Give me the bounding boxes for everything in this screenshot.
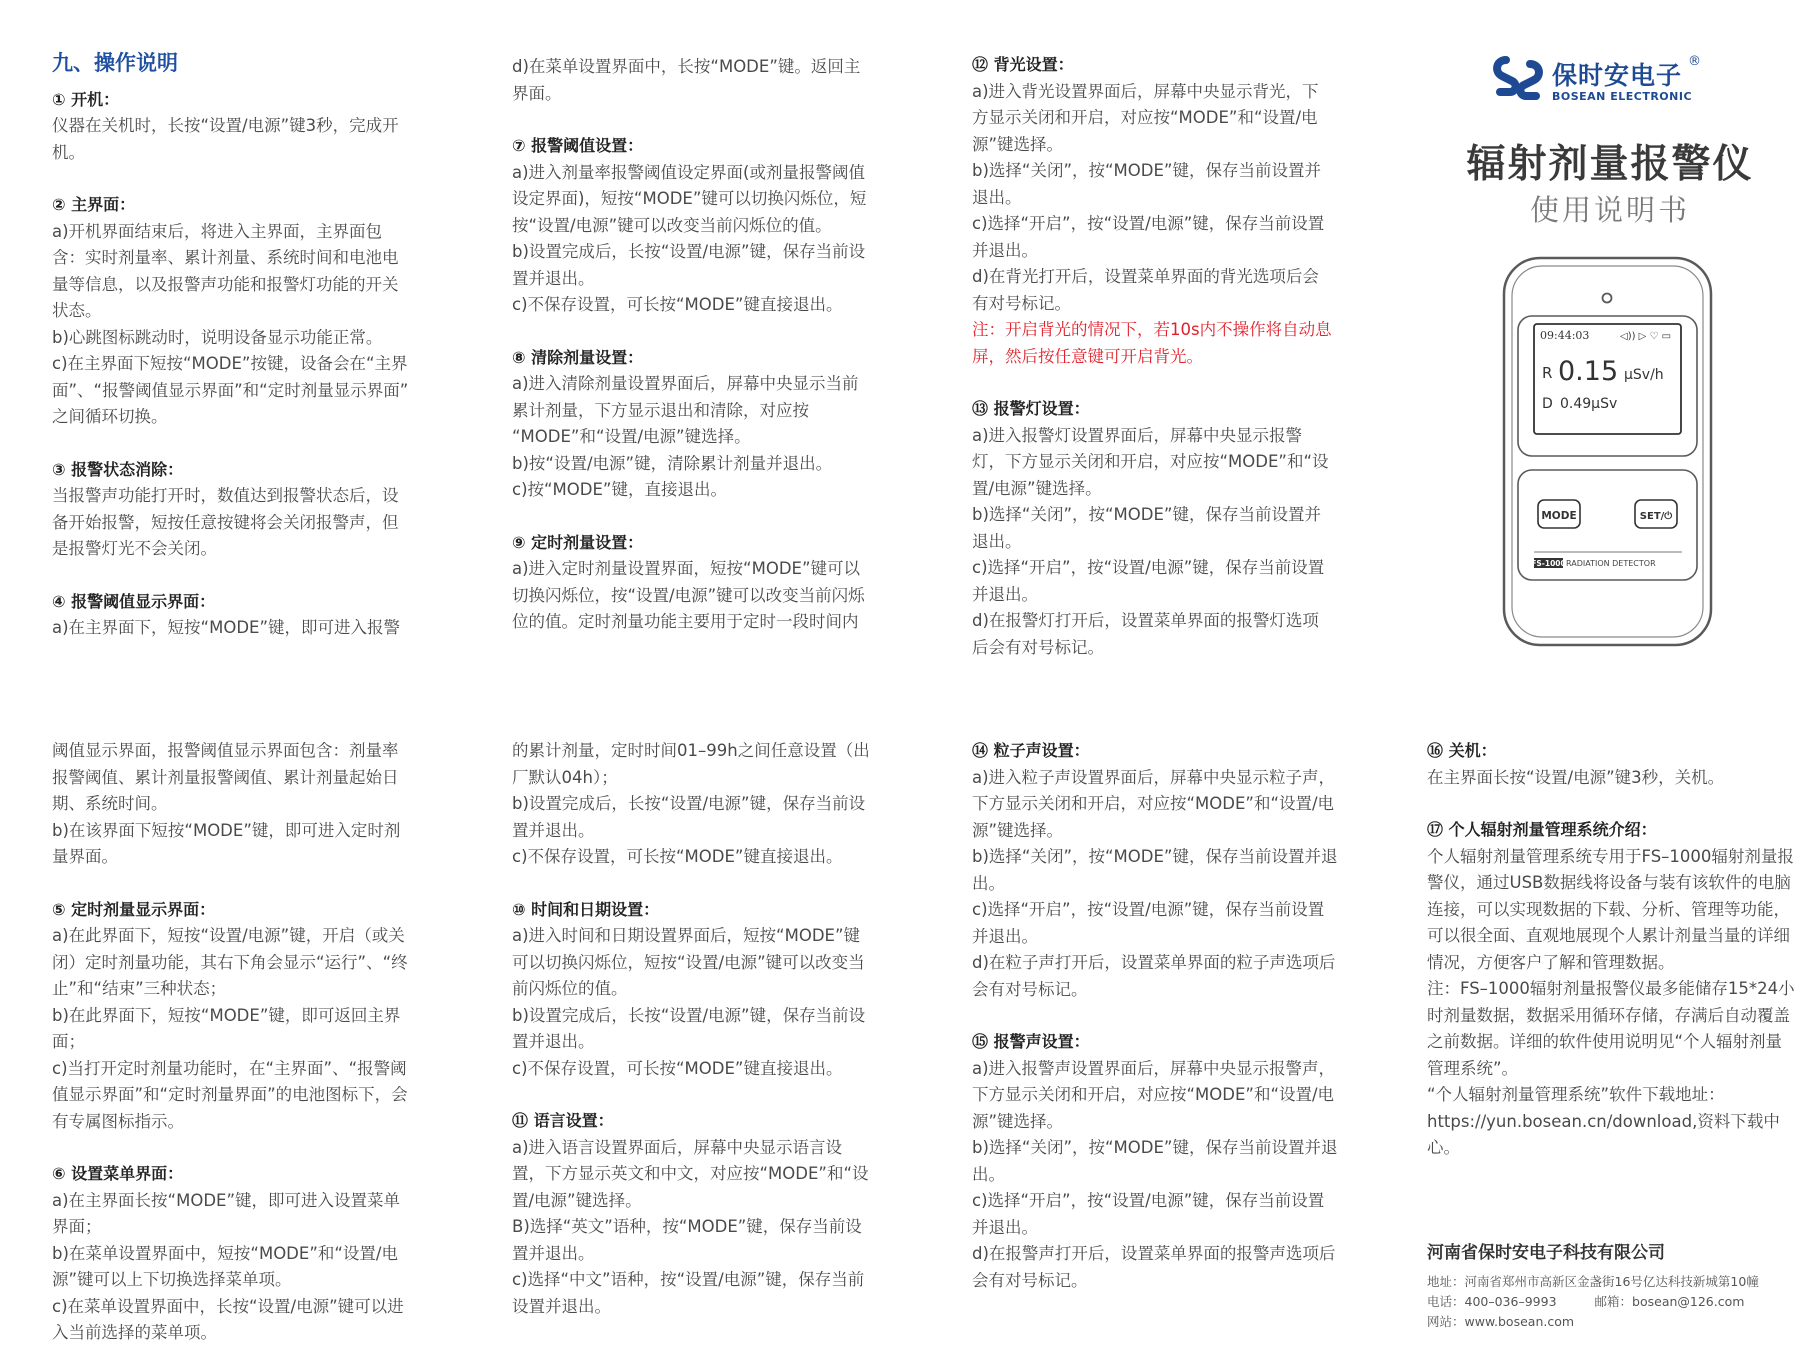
text-line: 置并退出。 (512, 1243, 595, 1263)
text-line: 在主界面长按“设置/电源”键3秒，关机。 (1427, 767, 1725, 787)
section-heading: ⑩ 时间和日期设置： (512, 899, 660, 919)
text-line: d)在粒子声打开后，设置菜单界面的粒子声选项后 (972, 953, 1336, 972)
paragraph (972, 1056, 1342, 1295)
text-line: 退出。 (972, 531, 1022, 551)
text-line: 入当前选择的菜单项。 (52, 1323, 217, 1342)
text-line: a)进入定时剂量设置界面，短按“MODE”键可以 (512, 559, 860, 578)
company-phone: 电话：400–036–9993 (1427, 1294, 1557, 1309)
text-line: 源”键选择。 (972, 134, 1064, 154)
text-line: 管理系统”。 (1427, 1058, 1519, 1078)
text-line: B)选择“英文”语种，按“MODE”键，保存当前设 (512, 1217, 862, 1236)
text-line: 闭）定时剂量功能，其右下角会显示“运行”、“终 (52, 952, 408, 972)
text-line: 个人辐射剂量管理系统专用于FS–1000辐射剂量报 (1427, 846, 1794, 866)
section-heading: ⑤ 定时剂量显示界面： (52, 899, 216, 919)
device-mode-button: MODE (1541, 510, 1577, 522)
text-line: 注：开启背光的情况下，若10s内不操作将自动息 (972, 320, 1332, 339)
text-line: a)进入报警声设置界面后，屏幕中央显示报警声， (972, 1058, 1336, 1078)
text-line: b)设置完成后，长按“设置/电源”键，保存当前设 (512, 242, 866, 261)
text-line: 源”键选择。 (972, 820, 1064, 840)
text-line: 按“设置/电源”键可以改变当前闪烁位的值。 (512, 215, 832, 235)
text-line: 警仪，通过USB数据线将设备与装有该软件的电脑 (1427, 873, 1791, 892)
text-line: 并退出。 (972, 1217, 1038, 1237)
text-line: 可以切换闪烁位，短按“设置/电源”键可以改变当 (512, 952, 865, 972)
text-line: 机。 (52, 142, 85, 162)
company-website: 网站：www.bosean.com (1427, 1314, 1575, 1329)
text-line: 报警阈值、累计剂量报警阈值、累计剂量起始日 (52, 767, 399, 787)
warning-note (972, 317, 1342, 370)
text-line: 面”、“报警阈值显示界面”和“定时剂量显示界面” (52, 380, 409, 400)
text-line: a)在此界面下，短按“设置/电源”键，开启（或关 (52, 926, 405, 945)
text-line: 界面； (52, 1217, 102, 1236)
bosean-logo-icon (1490, 50, 1546, 106)
text-line: 屏，然后按任意键可开启背光。 (972, 346, 1203, 366)
text-line: 置，下方显示英文和中文，对应按“MODE”和“设 (512, 1164, 869, 1183)
text-line: b)选择“关闭”，按“MODE”键，保存当前设置并退 (972, 1138, 1338, 1157)
text-line: 仪器在关机时，长按“设置/电源”键3秒，完成开 (52, 116, 399, 135)
company-name: 河南省保时安电子科技有限公司 (1427, 1243, 1665, 1263)
paragraph (972, 79, 1342, 318)
text-line: c)在主界面下短按“MODE”按键，设备会在“主界 (52, 354, 408, 373)
text-line: 备开始报警，短按任意按键将会关闭报警声，但 (52, 512, 399, 532)
section-title: 九、操作说明 (52, 51, 178, 75)
text-line: 期、系统时间。 (52, 794, 168, 813)
device-rate-unit: μSv/h (1624, 367, 1664, 383)
col-4-bottom (52, 738, 412, 1347)
text-line: 出。 (972, 873, 1005, 893)
text-line: b)按“设置/电源”键，清除累计剂量并退出。 (512, 453, 833, 473)
text-line: a)进入时间和日期设置界面后，短按“MODE”键 (512, 926, 860, 945)
paragraph (512, 1135, 872, 1321)
text-line: 置/电源”键选择。 (972, 478, 1102, 498)
text-line: a)在主界面长按“MODE”键，即可进入设置菜单 (52, 1190, 400, 1210)
text-line: 置并退出。 (512, 268, 595, 288)
text-line: 阈值显示界面，报警阈值显示界面包含：剂量率 (52, 741, 399, 760)
text-line: 置并退出。 (512, 1032, 595, 1051)
section-heading: ① 开机： (52, 89, 120, 109)
text-line: 值显示界面”和“定时剂量界面”的电池图标下，会 (52, 1085, 408, 1104)
text-line: a)进入背光设置界面后，屏幕中央显示背光，下 (972, 81, 1319, 101)
col-7-bottom (1427, 738, 1807, 1162)
text-line: 置/电源”键选择。 (512, 1190, 642, 1210)
paragraph (52, 219, 412, 431)
text-line: 源”键可以上下切换选择菜单项。 (52, 1270, 292, 1289)
text-line: c)当打开定时剂量功能时，在“主界面”、“报警阈 (52, 1058, 407, 1078)
company-contact (1427, 1272, 1759, 1332)
text-line: 位的值。定时剂量功能主要用于定时一段时间内 (512, 612, 859, 631)
paragraph (512, 923, 872, 1082)
text-line: b)设置完成后，长按“设置/电源”键，保存当前设 (512, 1005, 866, 1025)
brand-logo (1490, 50, 1730, 110)
product-title: 辐射剂量报警仪 (1466, 142, 1754, 187)
section-heading: ⑦ 报警阈值设置： (512, 136, 644, 155)
text-line: 止”和“结束”三种状态； (52, 979, 227, 998)
text-line: b)在菜单设置界面中，短按“MODE”和“设置/电 (52, 1243, 398, 1263)
section-heading: ⑬ 报警灯设置： (972, 399, 1090, 418)
text-line: b)设置完成后，长按“设置/电源”键，保存当前设 (512, 794, 866, 813)
paragraph (52, 615, 412, 642)
text-line: d)在菜单设置界面中，长按“MODE”键。返回主 (512, 57, 861, 76)
section-heading: ③ 报警状态消除： (52, 459, 184, 479)
text-line: “MODE”和“设置/电源”键选择。 (512, 427, 751, 446)
text-line: 前闪烁位的值。 (512, 979, 628, 998)
text-line: c)不保存设置，可长按“MODE”键直接退出。 (512, 847, 843, 866)
text-line: 方显示关闭和开启，对应按“MODE”和“设置/电 (972, 108, 1318, 127)
col-1-top (52, 50, 412, 642)
text-line: 累计剂量，下方显示退出和清除，对应按 (512, 400, 809, 420)
registered-mark: ® (1688, 54, 1701, 69)
section-heading: ⑥ 设置菜单界面： (52, 1164, 184, 1183)
device-model: FS-1000 (1531, 559, 1566, 568)
text-line: 后会有对号标记。 (972, 637, 1104, 657)
section-heading: ④ 报警阈值显示界面： (52, 591, 216, 611)
section-heading: ② 主界面： (52, 195, 136, 214)
col-3-top (972, 52, 1342, 661)
text-line: 的累计剂量，定时时间01–99h之间任意设置（出 (512, 741, 870, 760)
paragraph (1427, 844, 1807, 1162)
section-heading: ⑮ 报警声设置： (972, 1032, 1090, 1051)
text-line: 下方显示关闭和开启，对应按“MODE”和“设置/电 (972, 1085, 1335, 1104)
text-line: d)在报警声打开后，设置菜单界面的报警声选项后 (972, 1244, 1336, 1263)
col-6-bottom (972, 738, 1342, 1294)
paragraph (512, 371, 872, 504)
text-line: c)选择“开启”，按“设置/电源”键，保存当前设置 (972, 900, 1325, 919)
text-line: b)心跳图标跳动时，说明设备显示功能正常。 (52, 327, 383, 347)
device-set-button: SET/⏻ (1639, 511, 1673, 522)
text-line: b)选择“关闭”，按“MODE”键，保存当前设置并 (972, 505, 1321, 524)
text-line: c)选择“开启”，按“设置/电源”键，保存当前设置 (972, 214, 1325, 233)
text-line: a)进入剂量率报警阈值设定界面(或剂量报警阈值 (512, 162, 865, 182)
paragraph (972, 423, 1342, 662)
text-line: c)不保存设置，可长按“MODE”键直接退出。 (512, 1058, 843, 1078)
text-line: 时剂量数据，数据采用循环存储，存满后自动覆盖 (1427, 1005, 1790, 1025)
text-line: 有专属图标指示。 (52, 1111, 184, 1131)
paragraph (52, 1188, 412, 1347)
paragraph (52, 923, 412, 1135)
text-line: a)在主界面下，短按“MODE”键，即可进入报警 (52, 618, 400, 637)
text-line: 并退出。 (972, 926, 1038, 946)
text-line: d)在报警灯打开后，设置菜单界面的报警灯选项 (972, 611, 1319, 630)
text-line: 注：FS–1000辐射剂量报警仪最多能储存15*24小 (1427, 979, 1795, 998)
device-rate-value: 0.15 (1558, 356, 1619, 387)
paragraph (1427, 765, 1807, 792)
product-subtitle: 使用说明书 (1529, 193, 1690, 227)
text-line: c)选择“开启”，按“设置/电源”键，保存当前设置 (972, 1191, 1325, 1210)
text-line: b)在该界面下短按“MODE”键，即可进入定时剂 (52, 820, 401, 840)
text-line: 心。 (1427, 1138, 1460, 1157)
paragraph (52, 738, 412, 871)
text-line: 当报警声功能打开时，数值达到报警状态后，设 (52, 486, 399, 505)
device-rate-prefix: R (1542, 364, 1553, 382)
paragraph (52, 483, 412, 563)
text-line: 量界面。 (52, 847, 118, 866)
company-address: 地址：河南省郑州市高新区金盏街16号亿达科技新城第10幢 (1427, 1274, 1759, 1289)
section-heading: ⑪ 语言设置： (512, 1111, 614, 1130)
text-line: 并退出。 (972, 584, 1038, 604)
text-line: 量等信息，以及报警声功能和报警灯功能的开关 (52, 274, 399, 294)
col-2-top (512, 54, 872, 636)
text-line: b)选择“关闭”，按“MODE”键，保存当前设置并 (972, 161, 1321, 180)
text-line: 状态。 (52, 301, 102, 320)
text-line: 是报警灯光不会关闭。 (52, 539, 217, 558)
paragraph (512, 54, 872, 107)
text-line: b)在此界面下，短按“MODE”键，即可返回主界 (52, 1005, 401, 1025)
text-line: 切换闪烁位，按“设置/电源”键可以改变当前闪烁 (512, 585, 865, 605)
section-heading: ⑯ 关机： (1427, 741, 1497, 760)
text-line: c)不保存设置，可长按“MODE”键直接退出。 (512, 295, 843, 314)
text-line: “个人辐射剂量管理系统”软件下载地址： (1427, 1085, 1725, 1104)
text-line: 并退出。 (972, 240, 1038, 260)
text-line: 情况，方便客户了解和管理数据。 (1427, 952, 1675, 972)
device-status-icons: ◁)) ▷ ♡ ▭ (1620, 331, 1672, 342)
paragraph (512, 160, 872, 319)
section-heading: ⑨ 定时剂量设置： (512, 532, 644, 552)
section-heading: ⑧ 清除剂量设置： (512, 347, 644, 367)
section-heading: ⑭ 粒子声设置： (972, 741, 1090, 760)
text-line: 设置并退出。 (512, 1296, 611, 1316)
text-line: 会有对号标记。 (972, 1270, 1088, 1290)
text-line: 退出。 (972, 187, 1022, 207)
paragraph (52, 113, 412, 166)
text-line: 置并退出。 (512, 820, 595, 840)
device-time: 09:44:03 (1540, 329, 1590, 342)
text-line: 连接，可以实现数据的下载、分析、管理等功能， (1427, 899, 1790, 919)
col-5-bottom (512, 738, 872, 1320)
text-line: a)进入语言设置界面后，屏幕中央显示语言设 (512, 1137, 843, 1157)
device-dose-prefix: D (1542, 396, 1553, 412)
text-line: 下方显示关闭和开启，对应按“MODE”和“设置/电 (972, 794, 1335, 813)
text-line: c)在菜单设置界面中，长按“设置/电源”键可以进 (52, 1296, 404, 1316)
brand-name: 保时安电子 (1552, 61, 1683, 90)
text-line: 厂默认04h）； (512, 767, 618, 787)
text-line: b)选择“关闭”，按“MODE”键，保存当前设置并退 (972, 847, 1338, 866)
text-line: a)开机界面结束后，将进入主界面，主界面包 (52, 221, 383, 241)
company-email: 邮箱：bosean@126.com (1594, 1294, 1745, 1309)
text-line: 会有对号标记。 (972, 979, 1088, 999)
text-line: 可以很全面、直观地展现个人累计剂量当量的详细 (1427, 926, 1790, 945)
text-line: 含：实时剂量率、累计剂量、系统时间和电池电 (52, 248, 399, 267)
text-line: a)进入粒子声设置界面后，屏幕中央显示粒子声， (972, 767, 1336, 787)
text-line: 设定界面)，短按“MODE”键可以切换闪烁位，短 (512, 189, 867, 208)
text-line: a)进入清除剂量设置界面后，屏幕中央显示当前 (512, 374, 859, 393)
text-line: https://yun.bosean.cn/download,资料下载中 (1427, 1111, 1780, 1131)
device-dose-value: 0.49μSv (1560, 396, 1618, 412)
section-heading: ⑰ 个人辐射剂量管理系统介绍： (1427, 820, 1657, 839)
text-line: a)进入报警灯设置界面后，屏幕中央显示报警 (972, 425, 1303, 445)
text-line: c)选择“中文”语种，按“设置/电源”键，保存当前 (512, 1270, 865, 1289)
paragraph (512, 556, 872, 636)
section-heading: ⑫ 背光设置： (972, 55, 1074, 74)
text-line: d)在背光打开后，设置菜单界面的背光选项后会 (972, 267, 1319, 286)
text-line: 之前数据。详细的软件使用说明见“个人辐射剂量 (1427, 1032, 1783, 1051)
text-line: c)按“MODE”键，直接退出。 (512, 480, 727, 499)
text-line: c)选择“开启”，按“设置/电源”键，保存当前设置 (972, 558, 1325, 577)
device-illustration (1502, 256, 1713, 647)
brand-english-name: BOSEAN ELECTRONIC (1552, 90, 1693, 103)
text-line: 源”键选择。 (972, 1111, 1064, 1131)
text-line: 灯，下方显示关闭和开启，对应按“MODE”和“设 (972, 452, 1329, 471)
text-line: 有对号标记。 (972, 293, 1071, 313)
paragraph (512, 738, 872, 871)
text-line: 之间循环切换。 (52, 407, 168, 426)
text-line: 面； (52, 1032, 85, 1051)
text-line: 出。 (972, 1164, 1005, 1184)
text-line: 界面。 (512, 83, 562, 103)
device-model-desc: RADIATION DETECTOR (1566, 559, 1656, 568)
paragraph (972, 765, 1342, 1004)
